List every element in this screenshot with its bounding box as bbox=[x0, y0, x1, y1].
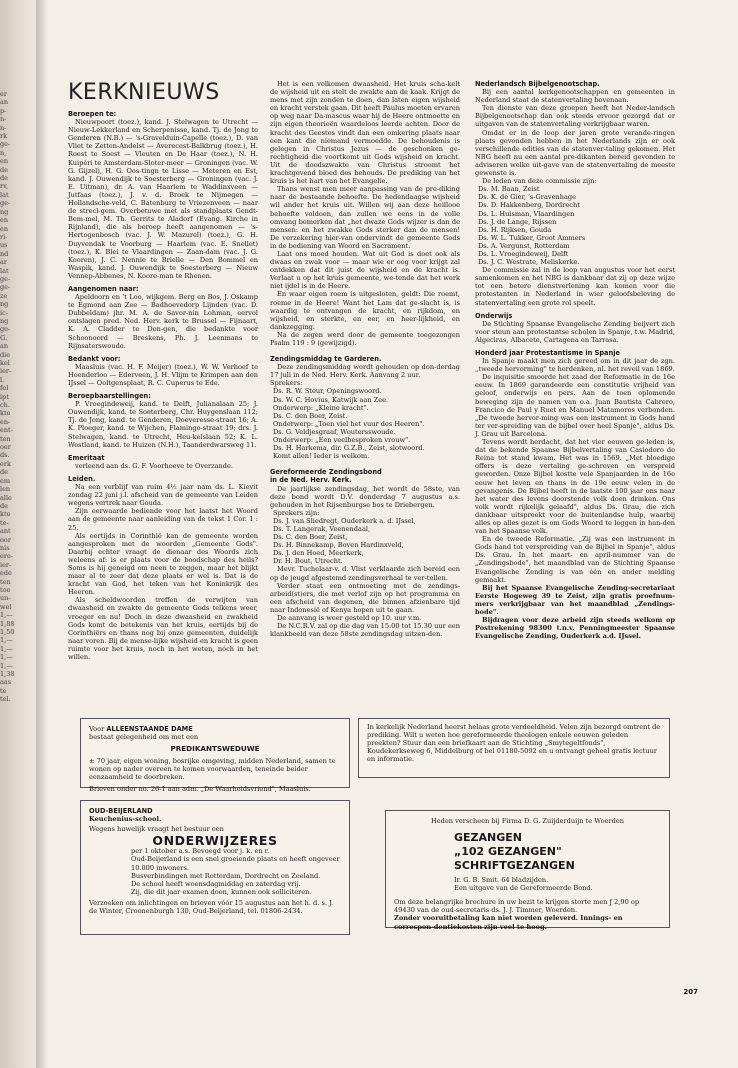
gutter-fragment: ch. bbox=[0, 401, 10, 410]
text-kruis-5: Na de zegen werd door de gemeente toegezongen Psalm 119 : 9 (gewijzigd). bbox=[270, 330, 460, 347]
text-bijbel-5: De commissie zal in de loop van augustus voor het eerst samenkomen en het NBG is dankbaar dat zij op deze wijze tot een betere dienstverlening kan komen voor die protestanten in Nederland in wier geloofsbeleving de statenvertaling een grote rol speelt. bbox=[475, 266, 675, 307]
speaker-line: Ds. H. Harkema, dir. G.Z.B., Zeist, slotwoord. bbox=[273, 444, 425, 453]
gutter-fragment: en- bbox=[0, 417, 11, 426]
ad1-dame: ALLEENSTAANDE DAME bbox=[106, 725, 193, 733]
column-3 bbox=[475, 80, 675, 640]
heading-geref-subtitle: in de Ned. Herv. Kerk. bbox=[270, 476, 352, 485]
gutter-fragment: ede bbox=[0, 569, 12, 578]
speaker-list bbox=[270, 387, 460, 460]
commission-member: Ds. K. de Gier, 's-Gravenhage bbox=[478, 193, 577, 202]
ad4-author: Ir. G. B. Smit. 64 bladzijden. bbox=[454, 876, 549, 885]
gutter-fragment: lat bbox=[0, 266, 9, 275]
gutter-fragment: en bbox=[0, 157, 9, 166]
ad1-reply: Brieven onder no. 26-1 aan adm. „De Waarheidsvriend", Maasluis. bbox=[89, 784, 311, 793]
gutter-fragment: te bbox=[0, 686, 7, 695]
ad2-reply: Verzoeken om inlichtingen en brieven vóór 15 augustus aan het h. d. s. J. de Winter, Croonenburgh 130, Oud-Beijerland, tel. 01806-2434. bbox=[89, 898, 334, 916]
geref-speaker-line: Ds. J. van Sliedregt, Ouderkerk a. d. IJssel, bbox=[273, 516, 416, 525]
text-onderwijs: De Stichting Spaanse Evangelische Zending beijvert zich voor steun aan protestantse scholen in Spanje, t.w. Madrid, Algeciras, Albacete, Cartagena en Tarrasa. bbox=[475, 319, 675, 344]
gutter-fragment: alle bbox=[0, 493, 12, 502]
gutter-fragment: ds. bbox=[0, 451, 10, 460]
ad2-place: OUD-BEIJERLAND bbox=[89, 807, 153, 815]
ad1-body: ± 70 jaar, eigen woning, bosrijke omgeving, midden Nederland, samen te wonen op nader overeen te komen voorwaarden, teneinde beider eenzaamheid te doorbreken. bbox=[89, 757, 336, 782]
gutter-fragment: de bbox=[0, 468, 9, 477]
gutter-fragment: 1,— bbox=[0, 636, 13, 645]
ad4-102-gezangen: „102 GEZANGEN" bbox=[454, 845, 562, 859]
ad2-school: Keuchenius-school. bbox=[89, 815, 162, 824]
gutter-fragment: n- bbox=[0, 115, 7, 124]
ad2-line2: Oud-Beijerland is een snel groeiende plaats en heeft ongeveer 10.000 inwoners. bbox=[131, 855, 340, 872]
page-number: 207 bbox=[683, 988, 698, 996]
ad1-voor: Voor bbox=[89, 725, 107, 733]
ad-gezangen bbox=[385, 810, 670, 931]
geref-speaker-line: Dr. H. Bout, Utrecht. bbox=[273, 557, 343, 566]
label-sprekers: Sprekers: bbox=[270, 379, 303, 388]
text-honderd-4: En de tweede Reformatie. „Zij was een instrument in Gods hand tot verspreiding van de Bijbel in Spanje", aldus Ds. Grau. In het maart- en april-nummer van de „Zendingsbode", het maandblad van de Stichting Spaanse Evangelische Zending is van één en ander melding gemaakt. bbox=[475, 535, 675, 584]
gutter-fragment: kte bbox=[0, 510, 11, 519]
text-geref-1: De jaarlijkse zendingsdag, het wordt de 58ste, van deze bond wordt D.V. donderdag 7 augustus a.s. gehouden in het Rijsenburgse bos te Driebergen. bbox=[270, 484, 460, 509]
geref-speaker-line: Ds. T. Langerak, Veenendaal, bbox=[273, 524, 371, 533]
gutter-fragment: ier- bbox=[0, 367, 12, 376]
ad4-gezangen: GEZANGEN bbox=[454, 831, 522, 845]
text-kruis-4: En waar eigen roem is uitgesloten, geldt: Die roemt, roeme in de Heere! Want het Lam dat ge-slacht is, is waardig te ontvangen de kracht, en rijkdom, en wijsheid, en sterkte, en eer, en heer-lijkheid, en dankzegging. bbox=[270, 290, 460, 331]
heading-bedankt: Bedankt voor: bbox=[68, 354, 121, 363]
heading-beroepen: Beroepen te: bbox=[68, 110, 117, 118]
text-geref-3: Verder staat een ontmoeting met de zendings-arbeid(st)ers, die met verlof zijn op het programma en een afscheid van degenen, die binnen afzienbare tijd naar Indonesië of Kenya hopen uit te gaan. bbox=[270, 581, 460, 614]
speaker-line: Ds. R. W. Steur, Openingswoord. bbox=[273, 387, 382, 396]
gutter-fragment: er bbox=[0, 90, 7, 98]
gutter-fragment: de bbox=[0, 165, 9, 174]
speaker-line: Ds. C. den Boer, Zeist. bbox=[273, 411, 348, 420]
ad1-line2: bestaat gelegenheid om met een bbox=[89, 733, 199, 742]
gutter-fragment: ge- bbox=[0, 274, 11, 283]
gutter-fragment: ic- bbox=[0, 308, 8, 317]
gutter-fragment: em bbox=[0, 476, 11, 485]
gutter-fragment: en bbox=[0, 224, 9, 233]
gutter-fragment: ng bbox=[0, 300, 9, 309]
speaker-line: Ds. G. Veldjesgraaf, Woutersswoude. bbox=[273, 427, 396, 436]
gutter-fragment: erk bbox=[0, 459, 11, 468]
ad2-intro: Wegens huwelijk vraagt het bestuur een bbox=[89, 825, 224, 834]
text-leiden-1: Na een verblijf van ruim 4½ jaar nam ds. L. Kievit zondag 22 juni j.l. afscheid van de gemeente van Leiden wegens vertrek naar Gouda. bbox=[68, 483, 258, 508]
gutter-fragment: nis bbox=[0, 543, 10, 552]
gutter-fragment: 1,— bbox=[0, 661, 13, 670]
geref-speaker-line: Ds. J. den Hoed, Meerkerk, bbox=[273, 549, 364, 558]
speaker-line: Onderwerp: „Een veelbesproken vrouw". bbox=[273, 436, 411, 445]
text-geref-2: Mevr. Tuchelaar-v. d. Vlist verklaarde zich bereid een op de jeugd afgestemd zendingsverhaal te ver-tellen. bbox=[270, 565, 460, 582]
gutter-fragment: n- bbox=[0, 123, 7, 132]
gutter-fragment: nd bbox=[0, 249, 9, 258]
commission-member: Ds. W. L. Tukker, Groot Ammers bbox=[478, 233, 586, 242]
gutter-fragment: G. bbox=[0, 333, 8, 342]
commission-member: Ds. L. Huisman, Vlaardingen bbox=[478, 209, 575, 218]
ad3-body: In kerkelijk Nederland heerst helaas grote verdeeldheid. Velen zijn bezorgd omtrent de prediking. Wilt u weten hoe gereformeerde theologen enkele eeuwen geleden preekten? Stuur dan een briefkaart aan de Stichting „Smytegeltfonds", Koudekerkseweg 6, Middelburg of bel 01180-5092 en u ontvangt geheel gratis lectuur en informatie. bbox=[367, 723, 661, 764]
gutter-fragment: ge- bbox=[0, 199, 11, 208]
gutter-fragment: 1,— bbox=[0, 653, 13, 662]
text-beroepen: Nieuwpoort (toez.), kand. J. Stelwagen te Utrecht — Nieuw-Lekkerland en Scherpenisse, kand. Tj. de Jong te Genderen (N.B.) — 's-Gravelduin-Capelle (toez.), D. van Vliet te Zetten-Andelst — Averecest-Balkbrug (toez.), H. Roest te Soest — Vleuten en De Haar (toez.), N. H. Kuipéri te Amsterdam-Sloter-meer — Groningen (vac. W. G. Gijzel), H. G. Oos-tingn te Lisse — Meteren en Est, kand. J. Ouwendijk te Soesterberg — Groningen (vac. J. E. Uitman), dr. A. van Haarlem te Waddinxveen — Jutfaas (toez.), J. v. d. Broek te Nijmegen — Hollandsche-veld, C. Batenburg te Vriezenveen — naar de strecl-gem. Overbetuwe met als standplaats Gendt-Bem-mel, M. Th. Gerrits te Aladorf (Evang. Kirche in Rijnland), die als beroep heeft aangenomen — 's-Hertogenbosch (vac. J. W. Mazurel) (toez.), G. H. Duyvendak te Voorburg — Haarlem (vac. E. Snellet) (toez.), K. Blei te Vlaardingen — Zaan-dam (vac. J. G. Kooren), J. C. Nennie te Brielle — Den Bommel en Waspik, kand. J. Ouwendijk te Soesterberg — Nieuw Vennep-Abbenes, N. Koore-man te Rhenen. bbox=[68, 118, 258, 280]
gutter-fragment: len bbox=[0, 485, 11, 494]
ad-onderwijzeres bbox=[80, 800, 350, 935]
heading-leiden: Leiden. bbox=[68, 474, 96, 483]
gutter-fragment: 1,— bbox=[0, 644, 13, 653]
text-kruis-2: Thans wenst men meer aanpassing van de pre-diking naar de bestaande behoefte. De hedendaagse wijsheid wil ander het kruis uit. Willen wij aan deze heillooe behoefte voldoen, dan zullen we eens in de volle omvang bemerken dat „het dwaze Gods wijzer is dan de mensen: en het zwakke Gods sterker dan de mensen! De verzekering hier-van ondervindt de gemeente Gods in de bediening van Woord en Sacrament. bbox=[270, 185, 460, 250]
gutter-fragment: 1,— bbox=[0, 611, 13, 620]
gutter-fragment: ten bbox=[0, 434, 11, 443]
text-leiden-4: Als scheldwoorden treffen de verwijten van dwaasheid en zwakte de gemeente Gods telkens weer, vroeger en nu! Doch in deze dwaasheid en zwakheid Gods komt de betekenis van het kruis, eertijds bij de Corinthiërs en thans nog bij onze gemeenten, duidelijk naar voren. Bij de mense-lijke wijsheid en kracht is geen ruimte voor het kruis, noch in het weten, nóch in het willen. bbox=[68, 596, 258, 661]
gutter-fragment: ier- bbox=[0, 560, 12, 569]
column-2 bbox=[270, 80, 460, 638]
gutter-fragment: de bbox=[0, 501, 9, 510]
text-geref-4: De aanvang is weer gesteld op 10. uur v.m. bbox=[277, 614, 422, 622]
speaker-line: Komt allen! Ieder is welkom. bbox=[273, 452, 370, 461]
text-beroepbaar: P. Vroegindeweij, kand. te Delft, Julianalaan 25; J. Ouwendijk, kand. te Soeterberg, Chr. Huygenslaan 112; Tj. de Jong, kand. te Genderen, Doeveresse-straat 16; A. K. Ploeger, kand. te Wijchen, Flamingo-straat 19; drs. J. Stelwagen, kand. te Utrecht, Heu-kelslaan 52; K. L. Westland, kand. te Huizen (N.H.), Taanderdwarsweg 11. bbox=[68, 400, 258, 449]
ad-alleenstaande-dame bbox=[80, 718, 350, 793]
speaker-line: Onderwerp: „Toen viel het vuur des Heeren". bbox=[273, 419, 425, 428]
gutter-fragment: ere- bbox=[0, 552, 13, 561]
gutter-fragment: ten bbox=[0, 577, 11, 586]
geref-speaker-line: Ds. H. Binnekamp, Boven Hardinxveld, bbox=[273, 541, 404, 550]
gutter-fragment: aas bbox=[0, 678, 12, 687]
text-bijbel-1: Bij een aantal kerkgenootschappen en gemeenten in Nederland staat de statenvertaling bovenaan. bbox=[475, 88, 675, 105]
ad4-schriftgezangen: SCHRIFTGEZANGEN bbox=[454, 859, 575, 873]
gutter-fragment: ant bbox=[0, 527, 11, 536]
gutter-fragment: 1,38 bbox=[0, 670, 15, 679]
gutter-text-fragments bbox=[0, 90, 20, 704]
gutter-fragment: ze bbox=[0, 291, 8, 300]
gutter-fragment: kel bbox=[0, 359, 10, 367]
geref-speaker-list bbox=[270, 517, 460, 566]
gutter-fragment: ar bbox=[0, 258, 7, 267]
gutter-fragment: ge- bbox=[0, 283, 11, 292]
text-bedankt: Maasluis (vac. H. F. Meijer) (toez.), W. W. Verhoef te Hoenderloo — Ederveen, J. H. Vlijm te Krimpen aan den IJssel — Ooltgensplaat, R. C. Cuperus te Ede. bbox=[68, 362, 258, 387]
commission-member: Ds. L. Vroegindeweij, Delft bbox=[478, 249, 569, 258]
gutter-fragment: rv, bbox=[0, 182, 9, 191]
heading-geref-zendingsbond: Gereformeerde Zendingsbond bbox=[270, 468, 382, 477]
commission-member: Ds. D. Hakkenberg, Dordrecht bbox=[478, 201, 580, 210]
gutter-fragment: tel. bbox=[0, 695, 11, 704]
commission-members bbox=[475, 185, 675, 266]
gutter-fragment: an bbox=[0, 342, 9, 351]
text-kruis-1: Het is een volkomen dwaasheid. Het kruis scha-kelt de wijsheid uit en stelt de zwakte aan de kaak. Krijgt de mens met zijn zonden te doen, dan laten eigen wijsheid en kracht verstek gaan. Dit heeft Paulus moeten ervaren op weg naar Da-mascus waar hij de Heere ontmoette en zijn eigen theorieën waardeloos leerde achten. Door de kracht des Geestes vindt dan een omkering plaats naar een kant die niemand vermoedde. De behoudenis is gelegen in Christus Jezus — de geschonken ge-rechtigheid die voortkomt uit Gods wijsheid en kracht. Uit de doodszwakte van Christus stroomt het krachtgevend bloed des behouds. De prediking van het kruis is het hart van het Evangelie. bbox=[270, 80, 460, 186]
ad2-line1: per 1 oktober a.s. Bevoegd voor j. k. en r. bbox=[131, 847, 270, 856]
gutter-fragment: en bbox=[0, 216, 9, 225]
ad2-line4: De school heeft woensdagmiddag en zaterdag vrij. bbox=[131, 879, 301, 888]
commission-member: Ds. H. Rijksen, Gouda bbox=[478, 225, 552, 234]
gutter-fragment: fel bbox=[0, 384, 9, 393]
heading-aangenomen: Aangenomen naar: bbox=[68, 284, 139, 293]
ad4-note: Zonder vooruitbetaling kan niet worden geleverd. Innings- en correspon-dentiekosten zijn veel te hoog. bbox=[394, 914, 623, 931]
gutter-fragment: te- bbox=[0, 518, 9, 527]
gutter-fragment: ri- bbox=[0, 232, 8, 241]
gutter-fragment: an bbox=[0, 98, 9, 107]
ad4-publisher: Heden verscheen bij Firma D. G. Zuijderduijn te Woerden bbox=[430, 817, 624, 825]
ad4-pub: Een uitgave van de Gereformeerde Bond. bbox=[454, 884, 593, 893]
section-title: KERKNIEUWS bbox=[68, 80, 220, 105]
speaker-line: Onderwerp: „Kleine kracht". bbox=[273, 403, 369, 412]
text-honderd-1: In Spanje maakt men zich gereed om in dit jaar de zgn. „tweede hervorming" te herdenken, nl. het reveil van 1869. bbox=[475, 357, 675, 374]
heading-honderd-jaar: Honderd jaar Protestantisme in Spanje bbox=[475, 349, 620, 357]
gutter-fragment: 1,88 bbox=[0, 619, 15, 628]
gutter-fragment: p- bbox=[0, 106, 7, 115]
heading-emeritaat: Emeritaat bbox=[68, 453, 105, 462]
speaker-line: Ds. W. C. Hovius, Katwijk aan Zee. bbox=[273, 395, 389, 404]
binding-shadow bbox=[36, 0, 48, 1068]
text-honderd-3: Tevens wordt herdacht, dat het vier eeuwen ge-leden is, dat de bekende Spaanse Bijbelvertaling van Casiodoro de Reina tot stand kwam. Het was in 1569. „Met bloedige offers is deze vertaling ge-schreven en verspreid geworden. Onze Bijbel kostte vele Spanjaarden in de 16e eeuw het leven en thans in de 19e eeuw velen in de gevangenis. De Bijbel heeft in de laatste 100 jaar ons naar het water des levens doorstende volk doen drinken. Ons volk wordt rijkelijk gelaafd", aldus Ds. Grau, die zich dankbaar uitspreekt voor de buitenlandse hulp, waarbij alles op alles gezet is om Gods Woord te leggen in han-den van het Spaanse volk. bbox=[475, 438, 675, 536]
gutter-fragment: kte bbox=[0, 409, 11, 418]
gutter-fragment: us bbox=[0, 241, 8, 250]
gutter-fragment: ge- bbox=[0, 140, 11, 149]
text-bijbel-3: Omdat er in de loop der jaren grote verande-ringen plaats gevonden hebben in het Nederlands zijn er ook verschillende edities van de statenver-taling gekomen. Het NBG heeft nu een aantal pre-dikanten bereid gevonden te adviseren welke uit-gave van de statenvertaling de meeste gewenste is. bbox=[475, 128, 675, 178]
commission-member: Ds. J. C. Westrate, Meliskerke. bbox=[478, 258, 580, 267]
text-aangenomen: Apeldoorn en 't Loo, wijkgem. Berg en Bos, J. Oskamp te Egmond aan Zee — Badhoevedorp Lijnden (vac. D. Dubbeldam) jhr. M. A. de Savor-nin Lohman, eervol ontslagen pred. Ned. Herv. kerk te Brussel — Fijnaart, K. A. Cladder te Don-gen, die bedankte voor Schoonoord — Breskens, Ph. J. Leenmans te Rijnsaterswoude. bbox=[68, 293, 258, 350]
gutter-fragment: l. bbox=[0, 375, 5, 384]
ad2-line5: Zij, die dit jaar examen doen, kunnen ook solliciteren. bbox=[131, 887, 312, 896]
gutter-fragment: wel bbox=[0, 602, 12, 611]
text-zendingsmiddag: Deze zendingsmiddag wordt gehouden op don-derdag 17 juli in de Ned. Herv. Kerk. Aanvang 2 uur. bbox=[270, 363, 460, 380]
gutter-fragment: de bbox=[0, 174, 9, 183]
ad-smytegeltfonds bbox=[358, 718, 670, 778]
commission-member: Ds. J. de Lange, Rijssen bbox=[478, 217, 557, 226]
gutter-fragment: lat bbox=[0, 190, 9, 199]
gutter-fragment: ng bbox=[0, 316, 9, 325]
text-honderd-5: Bij het Spaanse Evangelische Zending-secretariaat Eerste Hogeweg 39 te Zeist, zijn gratis proefnum-mers verkrijgbaar van het maandblad „Zendings-bode". bbox=[475, 583, 675, 616]
gutter-fragment: oer bbox=[0, 443, 11, 452]
label-geref-sprekers: Sprekers zijn: bbox=[273, 508, 320, 517]
text-honderd-6: Bijdragen voor deze arbeid zijn steeds welkom op Postrekening 98300 t.n.v. Penningmeester Spaanse Evangelische Zending, Ouderkerk a.d. IJssel. bbox=[475, 616, 675, 641]
gutter-fragment: ge- bbox=[0, 325, 11, 334]
gutter-fragment: die bbox=[0, 350, 11, 359]
heading-onderwijs: Onderwijs bbox=[475, 311, 513, 320]
gutter-fragment: ng bbox=[0, 207, 9, 216]
column-1 bbox=[68, 108, 258, 661]
ad1-title: PREDIKANTSWEDUWE bbox=[170, 744, 260, 754]
heading-beroepbaar: Beroepbaarstellingen: bbox=[68, 392, 151, 401]
gutter-fragment: oor bbox=[0, 535, 11, 544]
text-kruis-3: Laat ons moed houden. Wat uit God is doet ook als dwaas en zwak voor — maar wie er oog voor krijgt zal ontdekken dat dit juist de wijsheid en de kracht is. Verlaat u op het kruis gemeente, we-tende dat het werk niet ijdel is in de Heere. bbox=[270, 249, 460, 291]
commission-member: Ds. M. Baan, Zeist bbox=[478, 185, 540, 194]
ad2-line3: Busverbindingen met Rotterdam, Dordrecht en Zeeland. bbox=[131, 871, 321, 880]
gutter-fragment: ipt bbox=[0, 392, 9, 401]
ad4-body: Om deze belangrijke brochure in uw bezit te krijgen storte men ƒ 2,90 op 49430 van de oud-secretaris ds. J. J. Timmer, Woerden. bbox=[394, 898, 640, 915]
heading-zendingsmiddag: Zendingsmiddag te Garderen. bbox=[270, 355, 382, 364]
heading-bijbelgenootschap: Nederlandsch Bijbelgenootschap. bbox=[475, 80, 600, 88]
geref-speaker-line: Ds. C. den Boer, Zeist, bbox=[273, 533, 348, 542]
ad2-title: ONDERWIJZERES bbox=[152, 833, 278, 849]
text-bijbel-4: De leden van deze commissie zijn: bbox=[482, 177, 597, 186]
commission-member: Ds. A. Vergunst, Rotterdam bbox=[478, 241, 570, 250]
gutter-fragment: un- bbox=[0, 594, 11, 603]
text-emeritaat: verleend aan ds. G. F. Voorhoeve te Overzande. bbox=[75, 461, 234, 470]
text-leiden-2: Zijn eerwaarde bediende voor het laatst het Woord aan de gemeente naar aanleiding van de tekst 1 Cor. 1 : 25. bbox=[68, 507, 258, 532]
gutter-fragment: ent- bbox=[0, 426, 13, 435]
gutter-fragment: n, bbox=[0, 148, 7, 157]
text-bijbel-2: Ten dienste van deze groepen heeft het Neder-landsch Bijbelgenootschap dan ook steeds ervoor gezorgd dat er uitgaven van de statenvertaling verkrijgbaar waren. bbox=[475, 104, 675, 129]
gutter-fragment: 1,50 bbox=[0, 628, 15, 636]
text-geref-5: De N.C.R.V. zal op die dag van 15.00 tot 15.30 uur een klankbeeld van deze 58ste zendingsdag uitzen-den. bbox=[270, 622, 460, 639]
text-leiden-3: Als eertijds in Corinthië kan de gemeente worden aangesproken met de woorden „Gemeente Gods". Daarbij echter vraagt de dienaar des Woords zich weleens af: is er plaats voor de boodschap des heils? Soms is hij geneigd om neen te zeggen, maar het blijkt maar al te zeer dat deze plaats er wel is. Dat is de kracht van God, het teken van het Koninkrijk des Heeren. bbox=[68, 531, 258, 597]
text-honderd-2: De inquisitie smoorde het zaad der Reformatie in de 16e eeuw. In 1869 garandeerde een constitutie vrijheid van geloof, onderwijs en pers. Aan de toen oplomende beweging zijn de namen van o.a. Juan Bautista Cabrero, Francico de Paul y Ruet en Manuel Matamoros verbonden. „De tweede hervor-ming was een instrument in Gods hand ter ver-spreiding van de bijbel over heel Spanje", aldus Ds. J. Grau uit Barcelona. bbox=[475, 373, 675, 438]
gutter-fragment: toe bbox=[0, 585, 11, 594]
gutter-fragment: rk bbox=[0, 132, 8, 141]
